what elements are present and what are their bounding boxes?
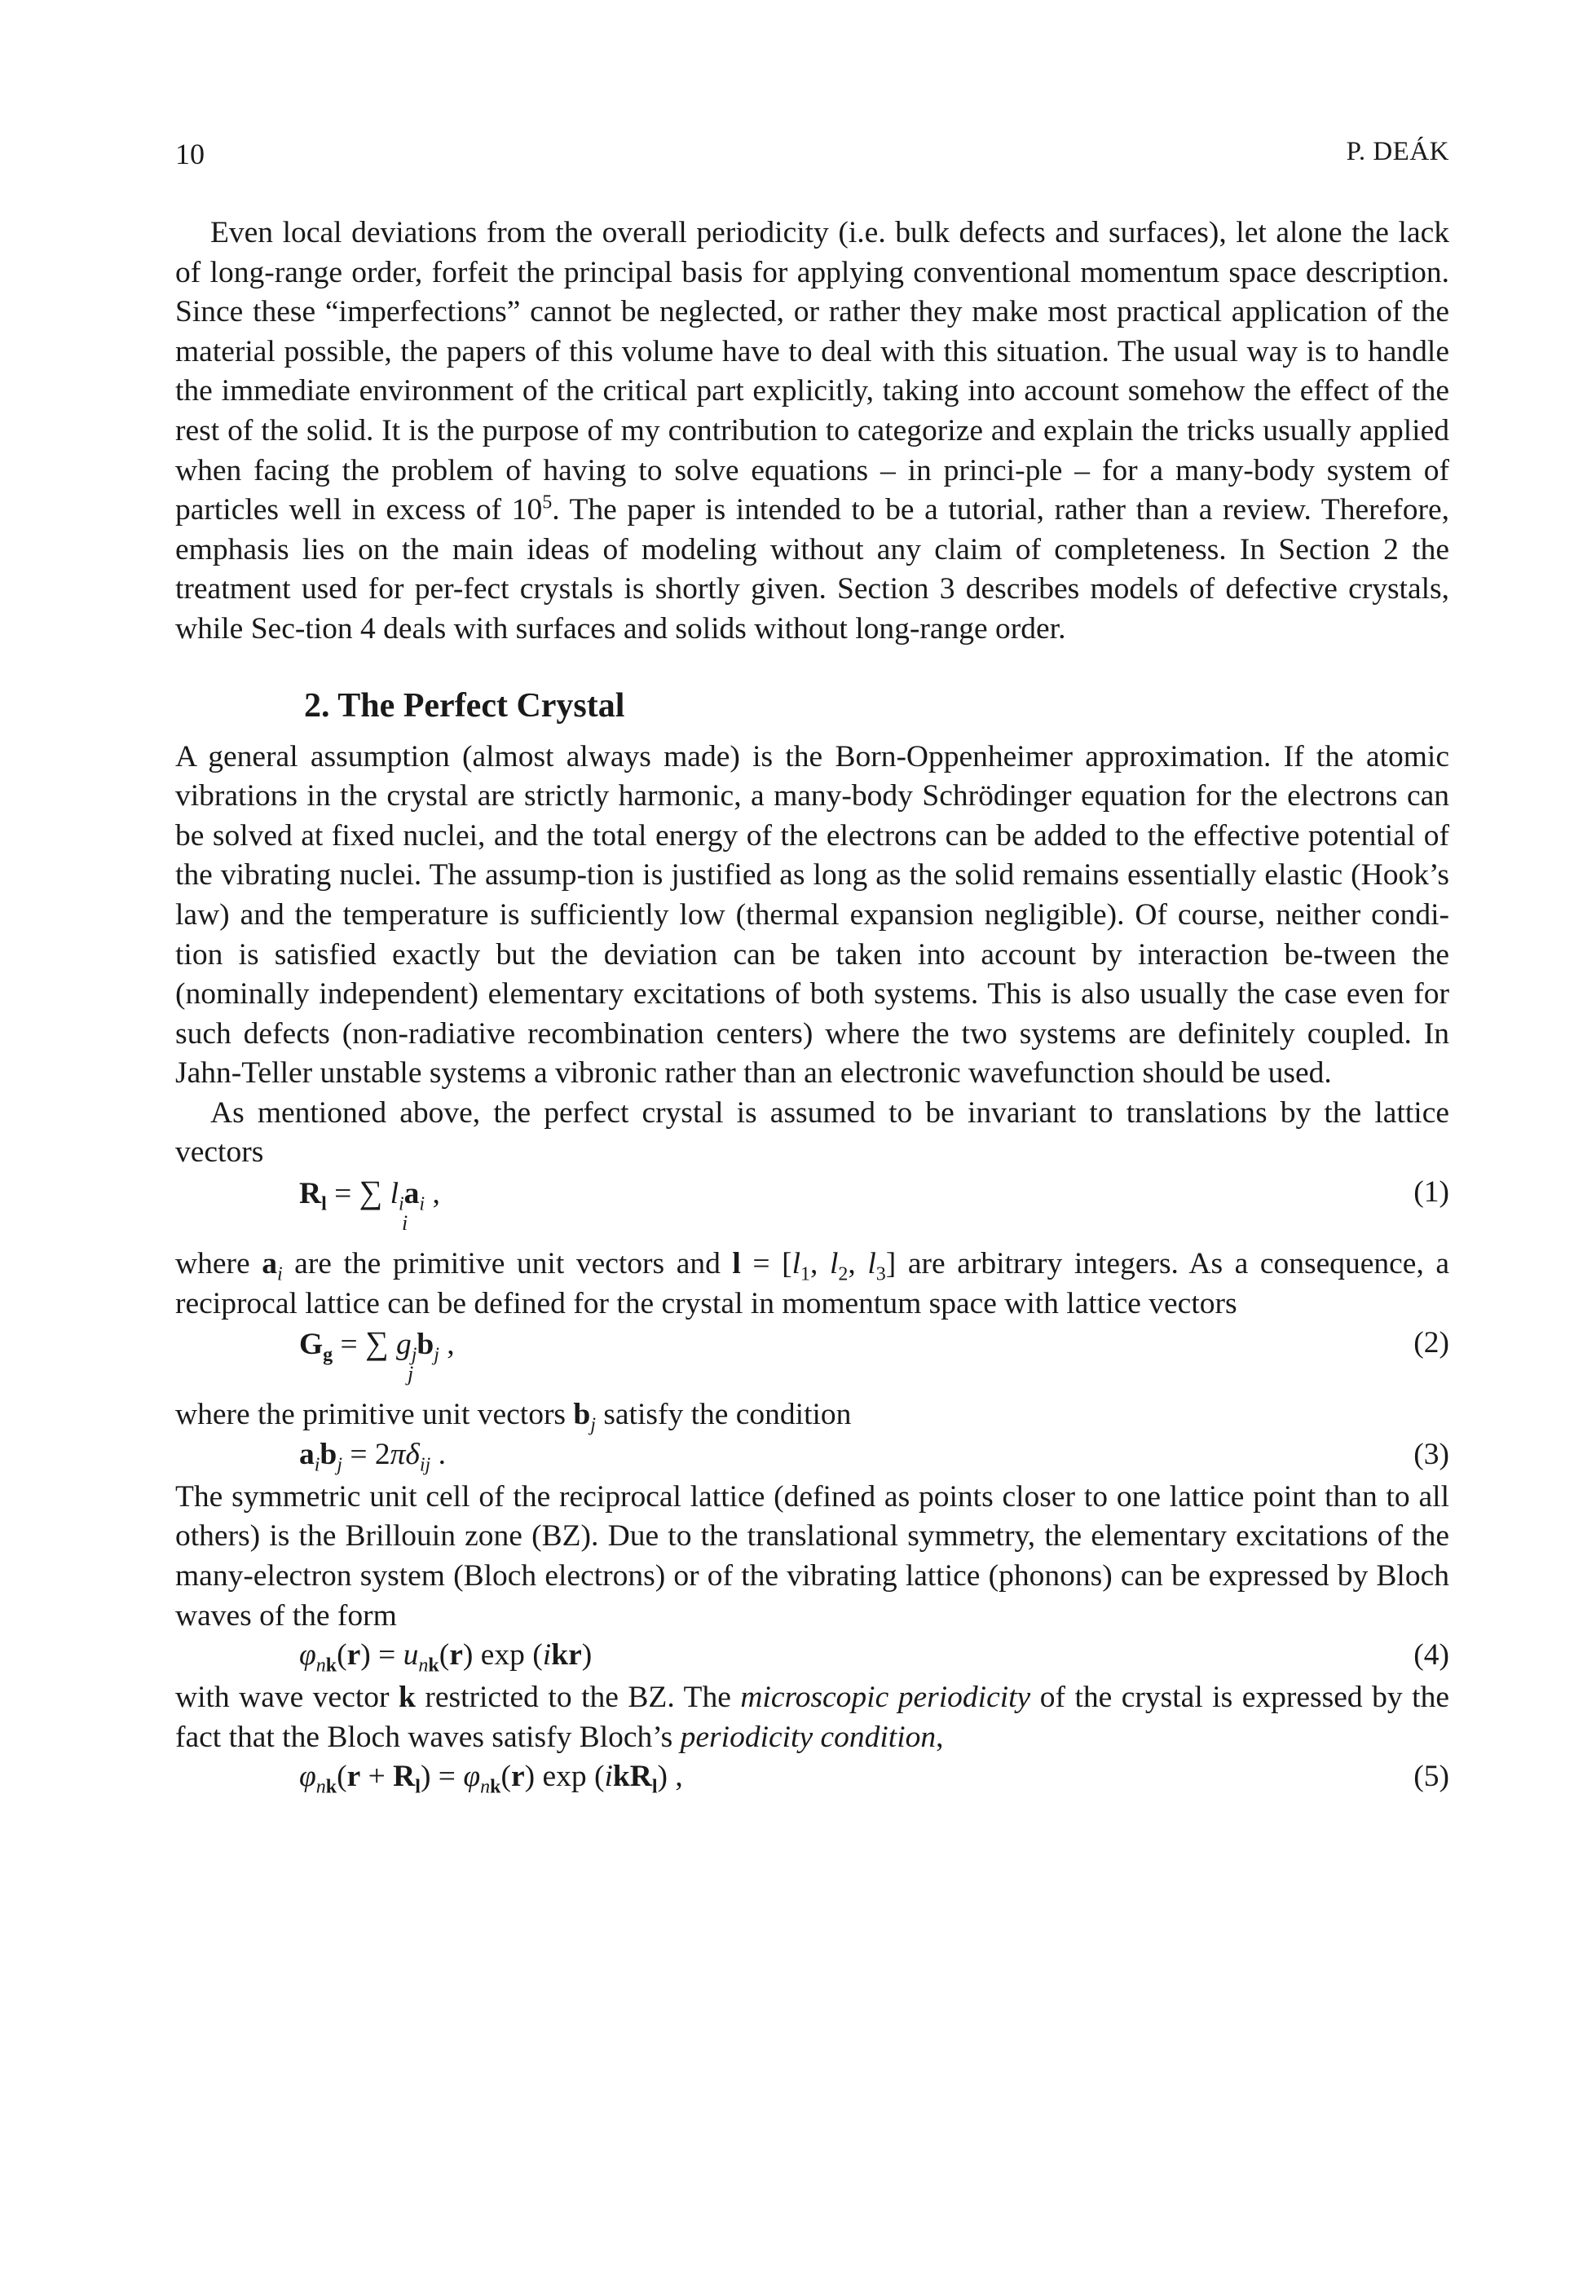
page-number: 10 [175, 138, 205, 170]
equation-5 [175, 1757, 1449, 1800]
equation-1 [175, 1173, 1449, 1245]
equation-3 [175, 1435, 1449, 1478]
equation-1-number: (1) [1413, 1175, 1449, 1210]
running-author: P. DEÁK [1346, 137, 1449, 166]
equation-2-body: $G_g$ = ∑ $g_jb_j$ , [299, 1324, 455, 1366]
equation-4-number: (4) [1413, 1638, 1449, 1672]
equation-4-body: $\varphi_{nk}(r) = u_{nk}(r)$ exp (ikr) [299, 1638, 593, 1677]
equation-3-number: (3) [1413, 1437, 1449, 1471]
paragraph-intro: Even local deviations from the overall periodicity (i.e. bulk defects and surfaces), let alone the lack of long-range order, forfeit the principal basis for applying conventional momentum space description. Since these “imperfections” cannot be neglected, or rather they make most practical application of the material possible, the papers of this volume have to deal with this situation. The usual way is to handle the immediate environment of the critical part explicitly, taking into account somehow the effect of the rest of the solid. It is the purpose of my contribution to categorize and explain the tricks usually applied when facing the problem of having to solve equations – in princi-ple – for a many-body system of particles well in excess of $10^5$. The paper is intended to be a tutorial, rather than a review. Therefore, emphasis lies on the main ideas of modeling without any claim of completeness. In Section 2 the treatment used for per-fect crystals is shortly given. Section 3 describes models of defective crystals, while Sec-tion 4 deals with surfaces and solids without long-range order. [175, 216, 1449, 646]
equation-5-body: $\varphi_{nk}(r + R_l) = \varphi_{nk}(r)$ exp (ikR$_l$) , [299, 1760, 683, 1798]
equation-1-body: $R_l$ = ∑ $l_ia_i$ , [299, 1174, 440, 1215]
equation-5-number: (5) [1413, 1760, 1449, 1794]
paragraph-bloch-periodicity: with wave vector k restricted to the BZ. The microscopic periodicity of the crystal is expressed by the fact that the Bloch waves satisfy Bloch’s periodicity condition, [175, 1681, 1449, 1754]
equation-1-index: i [402, 1211, 408, 1236]
section-title: 2. The Perfect Crystal [304, 686, 625, 725]
equation-2-index: j [408, 1362, 414, 1386]
equation-4 [175, 1636, 1449, 1678]
paragraph-born-oppenheimer: A general assumption (almost always made) is the Born-Oppenheimer approximation. If the atomic vibrations in the crystal are strictly harmonic, a many-body Schrödinger equation for the electrons can be solved at fixed nuclei, and the total energy of the electrons can be added to the effective potential of the vibrating nuclei. The assump-tion is justified as long as the solid remains essentially elastic (Hook’s law) and the temperature is sufficiently low (thermal expansion negligible). Of course, neither condi-tion is satisfied exactly but the deviation can be taken into account by interaction be-tween the (nominally independent) elementary excitations of both systems. This is also usually the case even for such defects (non-radiative recombination centers) where the two systems are definitely coupled. In Jahn-Teller unstable systems a vibronic rather than an electronic wavefunction should be used. [175, 739, 1449, 1091]
paragraph-reciprocal-condition: where the primitive unit vectors $b_j$ satisfy the condition [175, 1398, 852, 1436]
equation-2-number: (2) [1413, 1326, 1449, 1360]
equation-3-body: $a_ib_j = 2\pi\delta_{ij}$ . [299, 1437, 446, 1476]
running-header [175, 137, 1449, 178]
paragraph-brillouin-zone: The symmetric unit cell of the reciprocal lattice (defined as points closer to one lattice point than to all others) is the Brillouin zone (BZ). Due to the translational symmetry, the elementary excitations of the many-electron system (Bloch electrons) or of the vibrating lattice (phonons) can be expressed by Bloch waves of the form [175, 1479, 1449, 1633]
article-body [175, 214, 1449, 1800]
paragraph-lattice-intro: As mentioned above, the perfect crystal is assumed to be invariant to translations by the lattice vectors [175, 1095, 1449, 1170]
paragraph-primitive-vectors: where $a_i$ are the primitive unit vectors and $l = [l_1$, $l_2$, $l_3$] are arbitrary integers. As a consequence, a reciprocal lattice can be defined for the crystal in momentum space with lattice vectors [175, 1247, 1450, 1320]
equation-2 [175, 1324, 1449, 1395]
